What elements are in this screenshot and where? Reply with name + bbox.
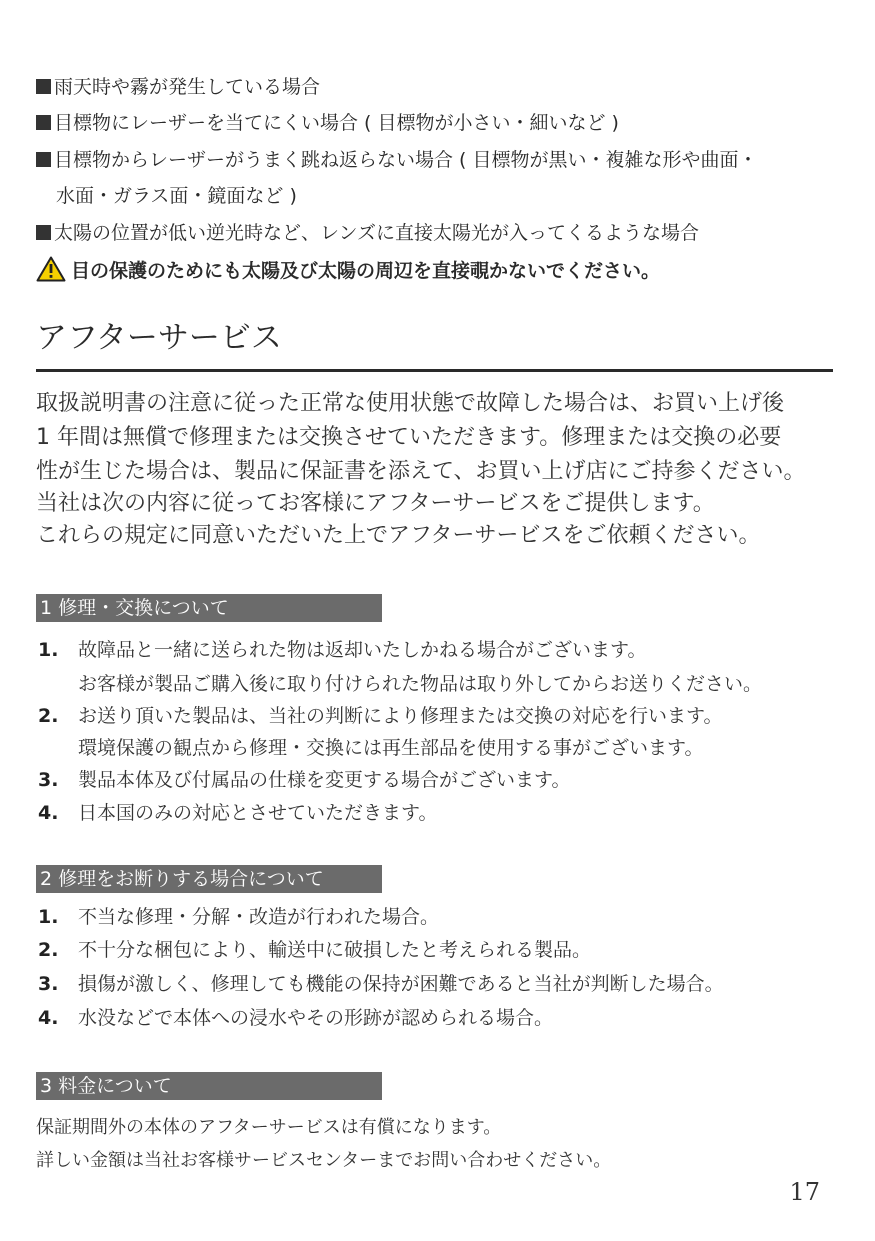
item-text: 水没などで本体への浸水やその形跡が認められる場合。 xyxy=(78,1007,554,1029)
item-text: お送り頂いた製品は、当社の判断により修理または交換の対応を行います。 xyxy=(78,705,723,727)
list-item: 目標物にレーザーを当てにくい場合 ( 目標物が小さい・細いなど ) xyxy=(36,110,619,136)
warning-triangle-icon xyxy=(36,256,66,282)
warning-text: 目の保護のためにも太陽及び太陽の周辺を直接覗かないでください。 xyxy=(71,260,661,282)
list-item: 太陽の位置が低い逆光時など、レンズに直接太陽光が入ってくるような場合 xyxy=(36,220,699,246)
list-item: 雨天時や霧が発生している場合 xyxy=(36,74,320,100)
heading-divider xyxy=(36,369,833,372)
item-text: 環境保護の観点から修理・交換には再生部品を使用する事がございます。 xyxy=(78,737,704,759)
intro-line: 1 年間は無償で修理または交換させていただきます。修理または交換の必要 xyxy=(36,425,782,450)
item-number: 1. xyxy=(38,906,59,928)
intro-line: 取扱説明書の注意に従った正常な使用状態で故障した場合は、お買い上げ後 xyxy=(36,391,785,416)
item-text: 日本国のみの対応とさせていただきます。 xyxy=(78,802,438,824)
list-item: 目標物からレーザーがうまく跳ね返らない場合 ( 目標物が黒い・複雑な形や曲面・ xyxy=(36,147,758,173)
page-number: 17 xyxy=(789,1178,820,1206)
section-header-fees: 3 料金について xyxy=(36,1072,382,1100)
page-title: アフターサービス xyxy=(36,320,282,356)
list-item-continuation: 水面・ガラス面・鏡面など ) xyxy=(56,185,297,207)
intro-line: これらの規定に同意いただいた上でアフターサービスをご依頼ください。 xyxy=(36,523,761,548)
item-number: 3. xyxy=(38,769,59,791)
item-text: 故障品と一緒に送られた物は返却いたしかねる場合がございます。 xyxy=(78,639,647,661)
square-bullet-icon xyxy=(36,225,51,240)
item-number: 4. xyxy=(38,802,59,824)
item-text: 製品本体及び付属品の仕様を変更する場合がございます。 xyxy=(78,769,571,791)
item-text: 不当な修理・分解・改造が行われた場合。 xyxy=(78,906,440,928)
fees-text: 保証期間外の本体のアフターサービスは有償になります。 xyxy=(36,1117,502,1138)
square-bullet-icon xyxy=(36,115,51,130)
warning-notice xyxy=(36,256,660,284)
fees-text: 詳しい金額は当社お客様サービスセンターまでお問い合わせください。 xyxy=(36,1150,612,1171)
square-bullet-icon xyxy=(36,152,51,167)
item-text: 不十分な梱包により、輸送中に破損したと考えられる製品。 xyxy=(78,939,592,961)
square-bullet-icon xyxy=(36,79,51,94)
item-number: 3. xyxy=(38,973,59,995)
item-number: 1. xyxy=(38,639,59,661)
intro-line: 当社は次の内容に従ってお客様にアフターサービスをご提供します。 xyxy=(36,491,715,516)
section-header-repair-exchange: 1 修理・交換について xyxy=(36,594,382,622)
item-text: お客様が製品ご購入後に取り付けられた物品は取り外してからお送りください。 xyxy=(78,673,763,695)
item-number: 4. xyxy=(38,1007,59,1029)
item-number: 2. xyxy=(38,939,59,961)
intro-line: 性が生じた場合は、製品に保証書を添えて、お買い上げ店にご持参ください。 xyxy=(36,459,806,484)
item-number: 2. xyxy=(38,705,59,727)
item-text: 損傷が激しく、修理しても機能の保持が困難であると当社が判断した場合。 xyxy=(78,973,724,995)
section-header-repair-refusal: 2 修理をお断りする場合について xyxy=(36,865,382,893)
